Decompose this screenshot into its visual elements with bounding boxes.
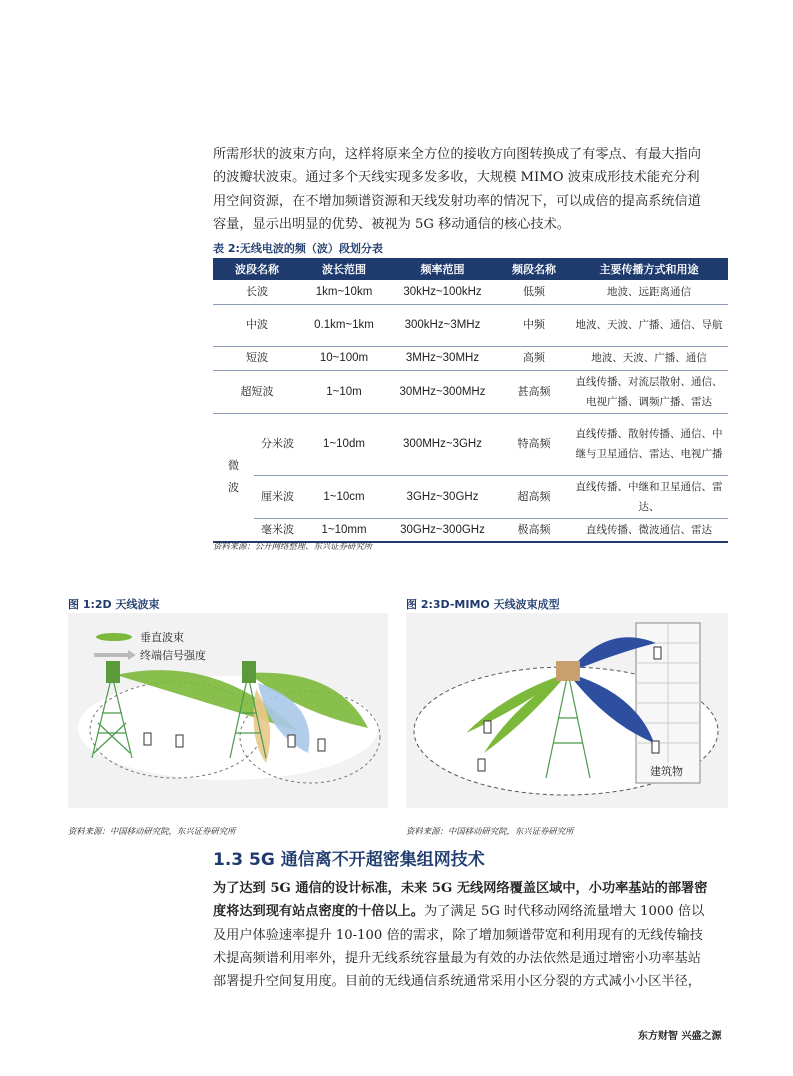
table-header-row [213, 258, 728, 280]
figure2-3d-mimo [406, 613, 728, 808]
cell-frequency: 30GHz~300GHz [387, 518, 498, 542]
body-line: 及用户体验速率提升 10-100 倍的需求，除了增加频谱带宽和利用现有的无线传输技 [213, 927, 703, 943]
cell-frequency: 300MHz~3GHz [387, 413, 498, 475]
cell-use: 地波、远距离通信 [570, 280, 728, 304]
cell-band: 甚高频 [498, 370, 570, 413]
cell-wavelength: 0.1km~1km [301, 304, 387, 346]
header-band-name: 波段名称 [213, 258, 301, 280]
intro-line: 的波瓣状波束。通过多个天线实现多发多收，大规模 MIMO 波束成形技术能充分利 [213, 170, 700, 186]
cell-band: 中频 [498, 304, 570, 346]
figure1-caption: 图 1:2D 天线波束 [68, 598, 160, 611]
footer-slogan: 东方财智 兴盛之源 [638, 1031, 722, 1042]
cell-wavelength: 1~10mm [301, 518, 387, 542]
cell-use: 直线传播、微波通信、雷达 [570, 518, 728, 542]
figure1-drawing [68, 613, 388, 808]
cell-name: 分米波 [254, 413, 301, 475]
cell-band: 极高频 [498, 518, 570, 542]
cell-group-microwave [213, 413, 254, 542]
antenna-left [106, 661, 120, 683]
cell-frequency: 300kHz~3MHz [387, 304, 498, 346]
cell-band: 超高频 [498, 475, 570, 518]
body-line-bold: 度将达到现有站点密度的十倍以上。 [213, 904, 424, 920]
cell-use: 直线传播、对流层散射、通信、电视广播、调频广播、雷达 [570, 370, 728, 413]
legend-signal-arrow [94, 650, 136, 660]
cell-wavelength: 1~10cm [301, 475, 387, 518]
cell-frequency: 30kHz~100kHz [387, 280, 498, 304]
cell-frequency: 3GHz~30GHz [387, 475, 498, 518]
cell-wavelength: 10~100m [301, 346, 387, 370]
cell-use: 直线传播、散射传播、通信、中继与卫星通信、雷达、电视广播 [570, 413, 728, 475]
cell-name: 中波 [213, 304, 301, 346]
figure1-2d-beam [68, 613, 388, 808]
intro-line: 容量，显示出明显的优势、被视为 5G 移动通信的核心技术。 [213, 216, 570, 232]
body-line: 为了满足 5G 时代移动网络流量增大 1000 倍以 [424, 904, 705, 920]
cell-name: 长波 [213, 280, 301, 304]
cell-band: 特高频 [498, 413, 570, 475]
intro-line: 所需形状的波束方向，这样将原来全方位的接收方向图转换成了有零点、有最大指向 [213, 147, 701, 162]
table-row [213, 346, 728, 370]
cell-name: 毫米波 [254, 518, 301, 542]
figure2-caption: 图 2:3D-MIMO 天线波束成型 [406, 598, 560, 611]
cell-wavelength: 1~10m [301, 370, 387, 413]
building-label: 建筑物 [650, 765, 683, 778]
figure1-source: 资料来源：中国移动研究院，东兴证券研究所 [68, 826, 236, 836]
body-line: 术提高频谱利用率外，提升无线系统容量最为有效的办法依然是通过增密小功率基站 [213, 950, 701, 966]
cell-frequency: 3MHz~30MHz [387, 346, 498, 370]
frequency-band-table [213, 258, 728, 543]
cell-name: 超短波 [213, 370, 301, 413]
table-row [213, 280, 728, 304]
legend-signal-label: 终端信号强度 [140, 649, 206, 662]
body-line-bold: 为了达到 5G 通信的设计标准，未来 5G 无线网络覆盖区域中，小功率基站的部署密 [213, 881, 708, 896]
group-label: 微波 [228, 459, 239, 494]
cell-wavelength: 1~10dm [301, 413, 387, 475]
cell-use: 地波、天波、广播、通信、导航 [570, 304, 728, 346]
legend-beam-swatch [96, 633, 132, 641]
header-band: 频段名称 [498, 258, 570, 280]
table-caption: 表 2:无线电波的频（波）段划分表 [213, 242, 383, 255]
cell-name: 短波 [213, 346, 301, 370]
header-use: 主要传播方式和用途 [570, 258, 728, 280]
cell-frequency: 30MHz~300MHz [387, 370, 498, 413]
table-row [213, 413, 728, 475]
cell-use: 直线传播、中继和卫星通信、雷达、 [570, 475, 728, 518]
body-paragraph [213, 877, 728, 993]
table-source: 资料来源：公开网络整理、东兴证券研究所 [213, 541, 373, 551]
table-row [213, 304, 728, 346]
cell-wavelength: 1km~10km [301, 280, 387, 304]
section-title: 1.3 5G 通信离不开超密集组网技术 [213, 850, 485, 870]
cell-use: 地波、天波、广播、通信 [570, 346, 728, 370]
table-row [213, 370, 728, 413]
header-frequency: 频率范围 [387, 258, 498, 280]
cell-band: 低频 [498, 280, 570, 304]
antenna-right [242, 661, 256, 683]
intro-line: 用空间资源，在不增加频谱资源和天线发射功率的情况下，可以成倍的提高系统信道 [213, 193, 701, 209]
header-wavelength: 波长范围 [301, 258, 387, 280]
cell-name: 厘米波 [254, 475, 301, 518]
table-row [213, 475, 728, 518]
body-line: 部署提升空间复用度。目前的无线通信系统通常采用小区分裂的方式减小小区半径， [213, 974, 701, 990]
legend-beam-label: 垂直波束 [140, 631, 184, 644]
intro-paragraph [213, 143, 728, 236]
table-row [213, 518, 728, 542]
mimo-antenna-array [556, 661, 580, 681]
cell-band: 高频 [498, 346, 570, 370]
figure2-source: 资料来源：中国移动研究院，东兴证券研究所 [406, 826, 574, 836]
